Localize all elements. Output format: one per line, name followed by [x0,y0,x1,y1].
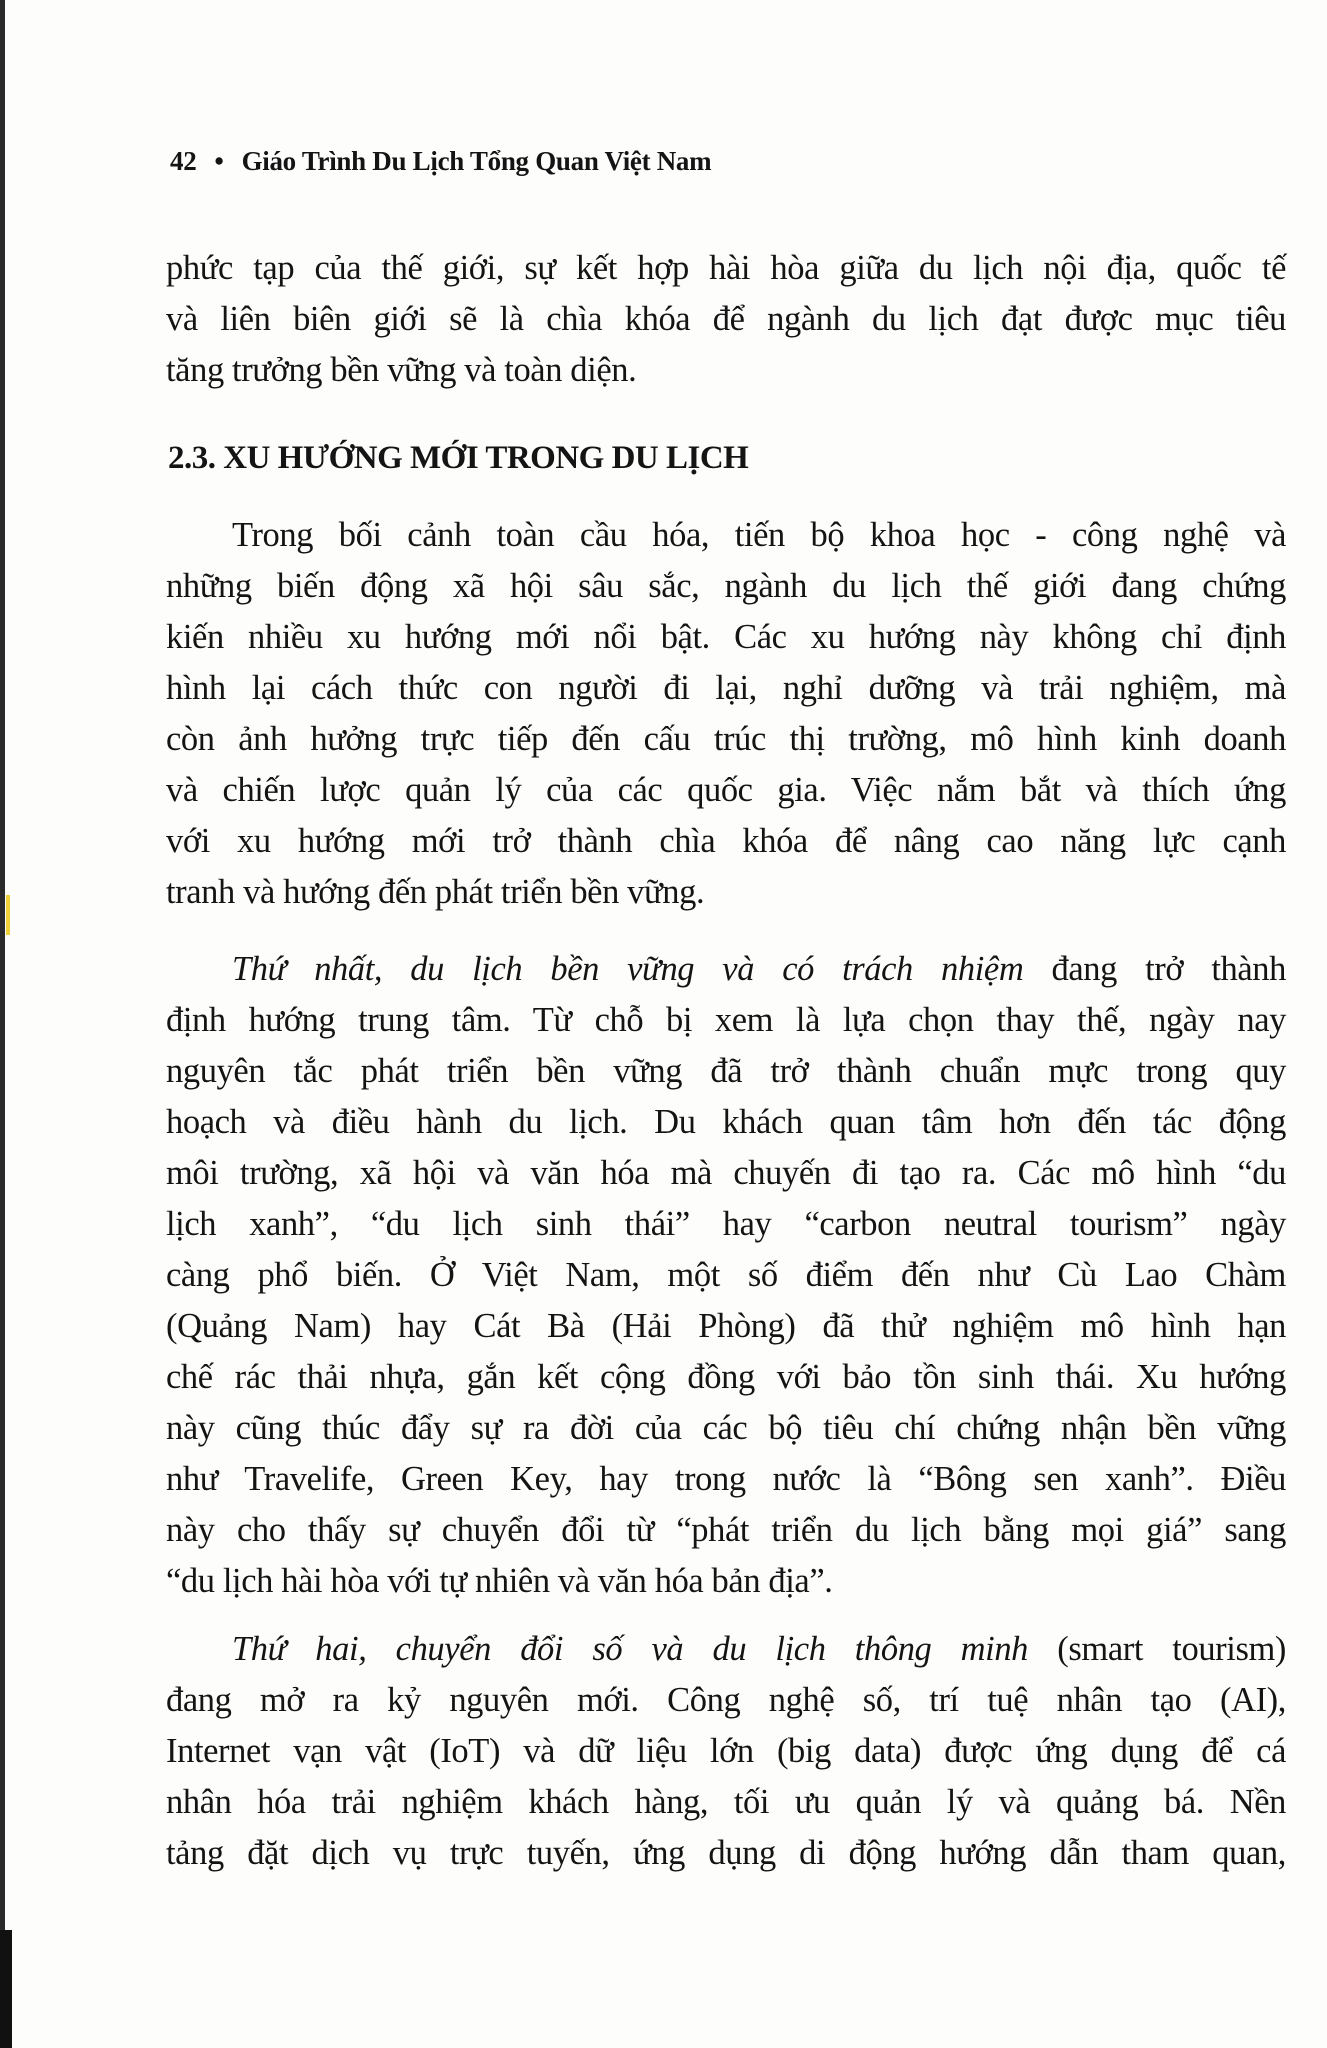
line-text: với xu hướng mới trở thành chìa khóa để nâng cao năng lực cạnh [166,822,1286,860]
text-line [166,765,1286,816]
highlight-mark [6,895,10,935]
line-text: phức tạp của thế giới, sự kết hợp hài hòa giữa du lịch nội địa, quốc tế [166,249,1286,287]
text-line [232,944,1286,995]
line-text: Trong bối cảnh toàn cầu hóa, tiến bộ khoa học - công nghệ và [232,516,1286,554]
line-text: tảng đặt dịch vụ trực tuyến, ứng dụng di động hướng dẫn tham quan, [166,1834,1286,1872]
italic-lead: Thứ nhất, du lịch bền vững và có trách nhiệm [232,950,1024,988]
text-line [166,1097,1286,1148]
line-text: nhân hóa trải nghiệm khách hàng, tối ưu quản lý và quảng bá. Nền [166,1783,1286,1821]
line-text: và liên biên giới sẽ là chìa khóa để ngành du lịch đạt được mục tiêu [166,300,1286,338]
text-line [232,510,1286,561]
italic-lead: Thứ hai, chuyển đổi số và du lịch thông minh [232,1630,1029,1668]
line-text: còn ảnh hưởng trực tiếp đến cấu trúc thị trường, mô hình kinh doanh [166,720,1286,758]
text-line [166,612,1286,663]
text-line [166,561,1286,612]
line-text: định hướng trung tâm. Từ chỗ bị xem là lựa chọn thay thế, ngày nay [166,1001,1286,1039]
line-text: càng phổ biến. Ở Việt Nam, một số điểm đến như Cù Lao Chàm [166,1256,1286,1294]
text-line [166,867,1286,918]
line-text: “du lịch hài hòa với tự nhiên và văn hóa bản địa”. [166,1562,833,1600]
text-line [166,1777,1286,1828]
text-line [166,1403,1286,1454]
text-line [166,1828,1286,1879]
scan-edge [0,0,5,2048]
text-line [166,243,1286,294]
text-line [166,1199,1286,1250]
scan-edge-shadow [0,1930,12,2048]
bullet-separator: • [214,146,224,176]
line-text: những biến động xã hội sâu sắc, ngành du lịch thế giới đang chứng [166,567,1286,605]
section-heading: 2.3. XU HƯỚNG MỚI TRONG DU LỊCH [168,440,749,476]
line-text: môi trường, xã hội và văn hóa mà chuyến đi tạo ra. Các mô hình “du [166,1154,1286,1192]
page-number: 42 [170,146,197,176]
line-text: đang trở thành [1023,950,1286,988]
text-line [232,1624,1286,1675]
text-line [166,294,1286,345]
line-text: này cũng thúc đẩy sự ra đời của các bộ tiêu chí chứng nhận bền vững [166,1409,1286,1447]
line-text: kiến nhiều xu hướng mới nổi bật. Các xu hướng này không chỉ định [166,618,1286,656]
text-line [166,1505,1286,1556]
line-text: và chiến lược quản lý của các quốc gia. Việc nắm bắt và thích ứng [166,771,1286,809]
line-text: tăng trưởng bền vững và toàn diện. [166,351,637,389]
line-text: hình lại cách thức con người đi lại, nghỉ dưỡng và trải nghiệm, mà [166,669,1286,707]
line-text: (Quảng Nam) hay Cát Bà (Hải Phòng) đã thử nghiệm mô hình hạn [166,1307,1286,1345]
line-text: hoạch và điều hành du lịch. Du khách quan tâm hơn đến tác động [166,1103,1286,1141]
line-text: này cho thấy sự chuyển đổi từ “phát triển du lịch bằng mọi giá” sang [166,1511,1286,1549]
line-text: lịch xanh”, “du lịch sinh thái” hay “carbon neutral tourism” ngày [166,1205,1286,1243]
text-line [166,1250,1286,1301]
line-text: như Travelife, Green Key, hay trong nước là “Bông sen xanh”. Điều [166,1460,1286,1498]
text-line [166,1726,1286,1777]
text-line [166,1352,1286,1403]
text-line [166,995,1286,1046]
text-line [166,663,1286,714]
line-text: tranh và hướng đến phát triển bền vững. [166,873,705,911]
text-line [166,714,1286,765]
text-line [166,1148,1286,1199]
line-text: Internet vạn vật (IoT) và dữ liệu lớn (big data) được ứng dụng để cá [166,1732,1286,1770]
line-text: nguyên tắc phát triển bền vững đã trở thành chuẩn mực trong quy [166,1052,1286,1090]
line-text: đang mở ra kỷ nguyên mới. Công nghệ số, trí tuệ nhân tạo (AI), [166,1681,1286,1719]
line-text: chế rác thải nhựa, gắn kết cộng đồng với bảo tồn sinh thái. Xu hướng [166,1358,1286,1396]
text-line [166,1301,1286,1352]
text-line [166,816,1286,867]
text-line [166,1046,1286,1097]
book-title: Giáo Trình Du Lịch Tổng Quan Việt Nam [241,146,712,176]
running-head [170,146,711,177]
text-line [166,1454,1286,1505]
text-line [166,345,1286,396]
text-line [166,1556,1286,1607]
text-line [166,1675,1286,1726]
line-text: (smart tourism) [1028,1630,1286,1668]
